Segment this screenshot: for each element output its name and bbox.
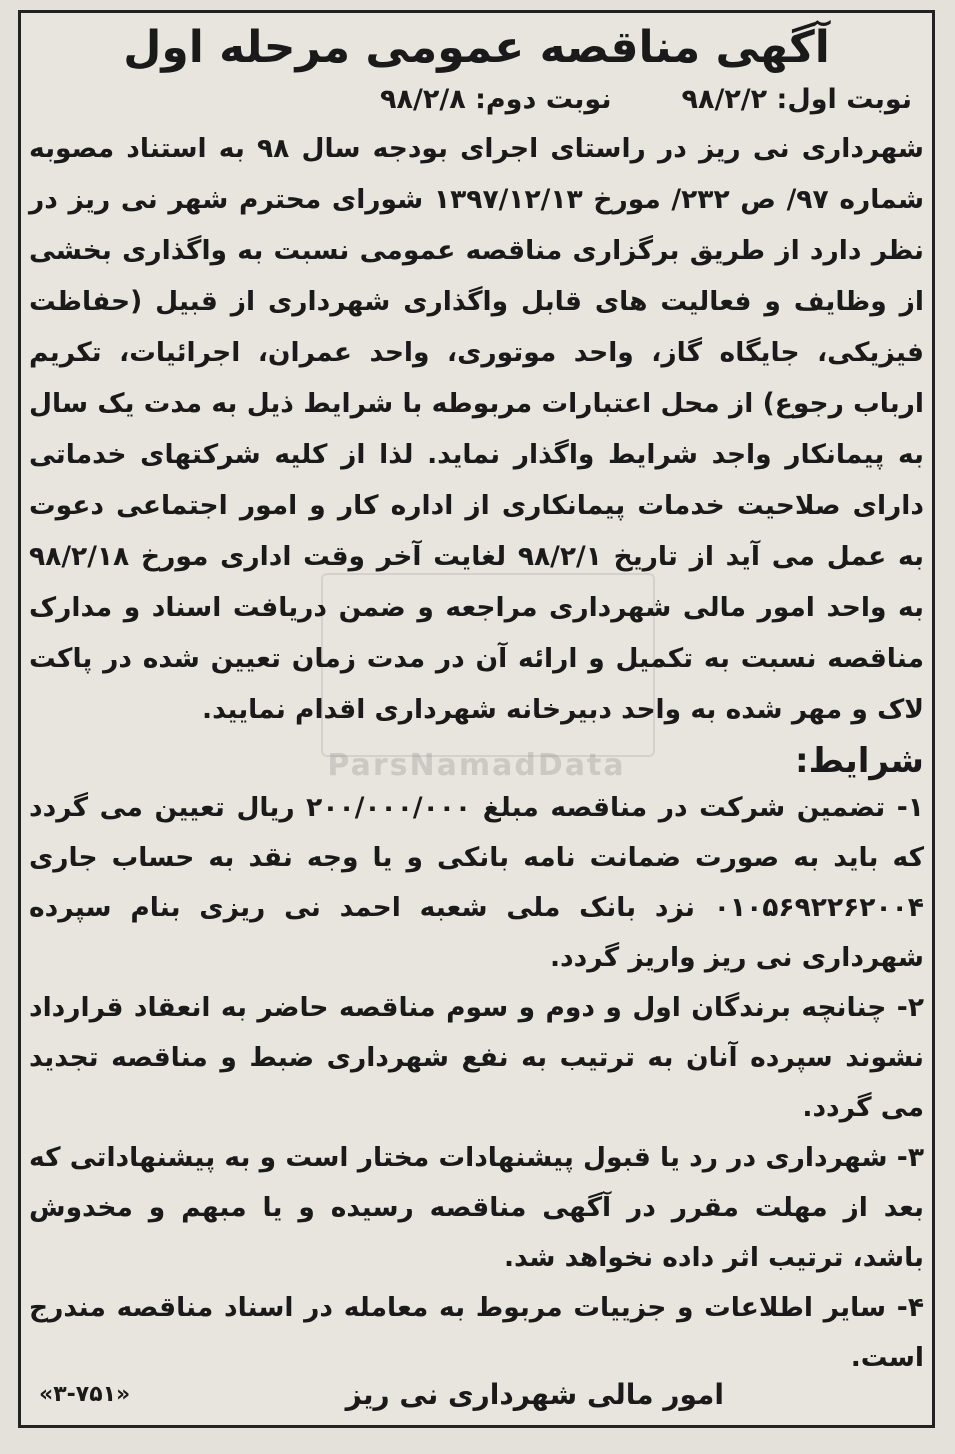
second-round-date: نوبت دوم: ۹۸/۲/۸ [380, 84, 612, 115]
condition-item: ۴- سایر اطلاعات و جزییات مربوط به معامله در اسناد مناقصه مندرج است. [29, 1292, 924, 1373]
condition-item: ۱- تضمین شرکت در مناقصه مبلغ ۲۰۰/۰۰۰/۰۰۰ ریال تعیین می گردد که باید به صورت ضمانت نامه بانکی و یا وجه نقد به حساب جاری ۰۱۰۵۶۹۲۲۶۲۰۰۴ نزد بانک ملی شعبه احمد نی ریزی بنام سپرده شهرداری نی ریز واریز گردد. [29, 792, 924, 973]
watermark: ParsNamadData [327, 748, 626, 783]
notice-frame [18, 10, 935, 1428]
signature: امور مالی شهرداری نی ریز [345, 1377, 724, 1411]
notice-body: شهرداری نی ریز در راستای اجرای بودجه سال ۹۸ به استناد مصوبه شماره ۹۷/ ص ۲۳۲/ مورخ ۱۳۹۷/۱۲/۱۳ شورای محترم شهر نی ریز در نظر دارد از طریق برگزاری مناقصه عمومی نسبت به واگذاری بخشی از وظایف و فعالیت های قابل واگذاری شهرداری از قبیل (حفاظت فیزیکی، جایگاه گاز، واحد موتوری، واحد عمران، اجرائیات، تکریم ارباب رجوع) از محل اعتبارات مربوطه با شرایط ذیل به مدت یک سال به پیمانکار واجد شرایط واگذار نماید. لذا از کلیه شرکتهای خدماتی دارای صلاحیت خدمات پیمانکاری از اداره کار و امور اجتماعی دعوت به عمل می آید از تاریخ ۹۸/۲/۱ لغایت آخر وقت اداری مورخ ۹۸/۲/۱۸ به واحد امور مالی شهرداری مراجعه و ضمن دریافت اسناد و مدارک مناقصه نسبت به تکمیل و ارائه آن در مدت زمان تعیین شده در پاکت لاک و مهر شده به واحد دبیرخانه شهرداری اقدام نمایید. [29, 133, 925, 725]
notice-title: آگهی مناقصه عمومی مرحله اول [123, 22, 830, 73]
condition-item: ۲- چنانچه برندگان اول و دوم و سوم مناقصه حاضر به انعقاد قرارداد نشوند سپرده آنان به ترتیب به نفع شهرداری ضبط و مناقصه تجدید می گردد. [29, 992, 924, 1123]
first-round-date: نوبت اول: ۹۸/۲/۲ [681, 84, 912, 115]
notice-code: «۳-۷۵۱» [39, 1381, 131, 1407]
notice-footer [29, 1369, 924, 1419]
conditions-heading: شرایط: [794, 741, 924, 781]
notice-content [29, 19, 924, 1419]
condition-item: ۳- شهرداری در رد یا قبول پیشنهادات مختار است و به پیشنهاداتی که بعد از مهلت مقرر در آگهی مناقصه رسیده و یا مبهم و مخدوش باشد، ترتیب اثر داده نخواهد شد. [29, 1142, 924, 1273]
publication-dates [29, 77, 924, 123]
